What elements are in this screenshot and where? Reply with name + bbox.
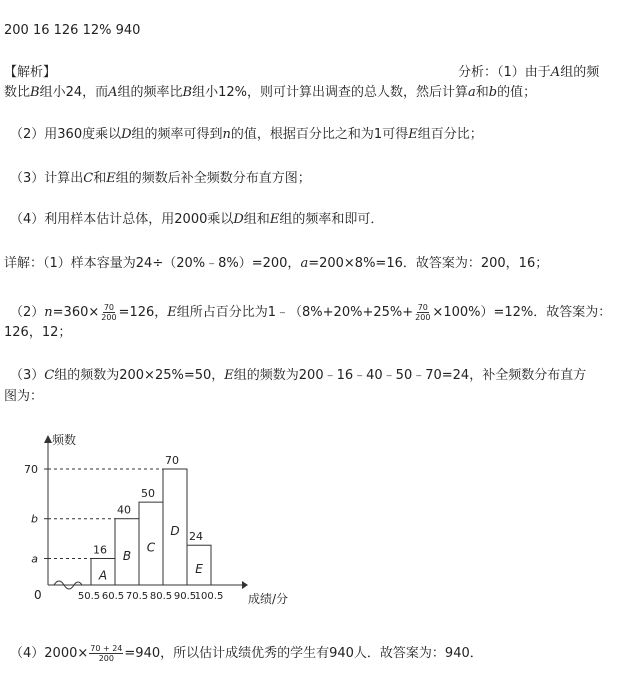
bar-value-label: 70: [165, 454, 179, 467]
fraction: $\frac{70}{200}$: [101, 303, 117, 322]
bar-value-label: 50: [141, 487, 155, 501]
bar-value-label: 24: [189, 530, 203, 544]
x-axis-arrow: [242, 581, 248, 589]
y-tick-label: b: [31, 512, 38, 526]
x-tick-label: 80.5: [149, 591, 173, 602]
analysis-line-1: 数比B组小24，而A组的频率比B组小12%，则可计算出调查的总人数，然后计算a和b的值；: [4, 85, 537, 100]
y-tick-label: 70: [24, 463, 38, 476]
bar-category-label: C: [146, 540, 156, 555]
bar-category-label: A: [98, 568, 108, 583]
analysis-first-line: 分析：（1）由于A组的频: [458, 65, 600, 80]
solution-line-3: （3）C组的频数为200×25%=50，E组的频数为200﹣16﹣40﹣50﹣70=24，补全频数分布直方: [10, 368, 587, 383]
y-axis-label: 频数: [52, 433, 77, 447]
x-tick-label: 60.5: [101, 591, 125, 602]
bar-category-label: B: [122, 548, 132, 563]
x-tick-label: 50.5: [77, 591, 101, 602]
fraction: $\frac{70}{200}$: [415, 303, 431, 322]
solution-line-3-cont: 图为：: [4, 389, 44, 404]
x-axis-label: 成绩/分: [248, 592, 289, 606]
x-tick-label: 70.5: [125, 591, 149, 602]
analysis-title: 【解析】: [4, 65, 57, 80]
analysis-line-2: （2）用360度乘以D组的频率可得到n的值，根据百分比之和为1可得E组百分比；: [10, 127, 483, 142]
analysis-line-4: （4）利用样本估计总体，用2000乘以D组和E组的频率和即可．: [10, 212, 384, 227]
fraction: $\frac{70 + 24}{200}$: [90, 644, 123, 663]
histogram: [0, 425, 320, 615]
x-tick-label: 90.5: [173, 591, 197, 602]
bar-value-label: 40: [117, 503, 131, 517]
bar-category-label: D: [170, 524, 180, 538]
solution-line-4: （4）2000× $\frac{70 + 24}{200}$ =940，所以估计成绩优秀的学生有940人．故答案为：940．: [10, 644, 483, 663]
x-tick-label: 100.5: [194, 591, 224, 602]
bar-category-label: E: [195, 562, 203, 577]
answer-line: 200 16 126 12% 940: [4, 23, 141, 38]
bar-value-label: 16: [93, 543, 107, 557]
analysis-line-3: （3）计算出C和E组的频数后补全频数分布直方图；: [10, 171, 311, 186]
origin-label: 0: [34, 588, 42, 602]
solution-line-1: 详解：（1）样本容量为24÷（20%﹣8%）=200，a=200×8%=16．故答案为：200，16；: [4, 256, 549, 271]
y-axis-arrow: [44, 435, 52, 443]
y-tick-label: a: [31, 552, 38, 566]
solution-line-2: （2）n=360× $\frac{70}{200}$ =126，E组所占百分比为1﹣（8%+20%+25%+ $\frac{70}{200}$ ×100%）=12%．故答案为：: [10, 303, 612, 322]
solution-line-2-cont: 126，12；: [4, 325, 72, 340]
